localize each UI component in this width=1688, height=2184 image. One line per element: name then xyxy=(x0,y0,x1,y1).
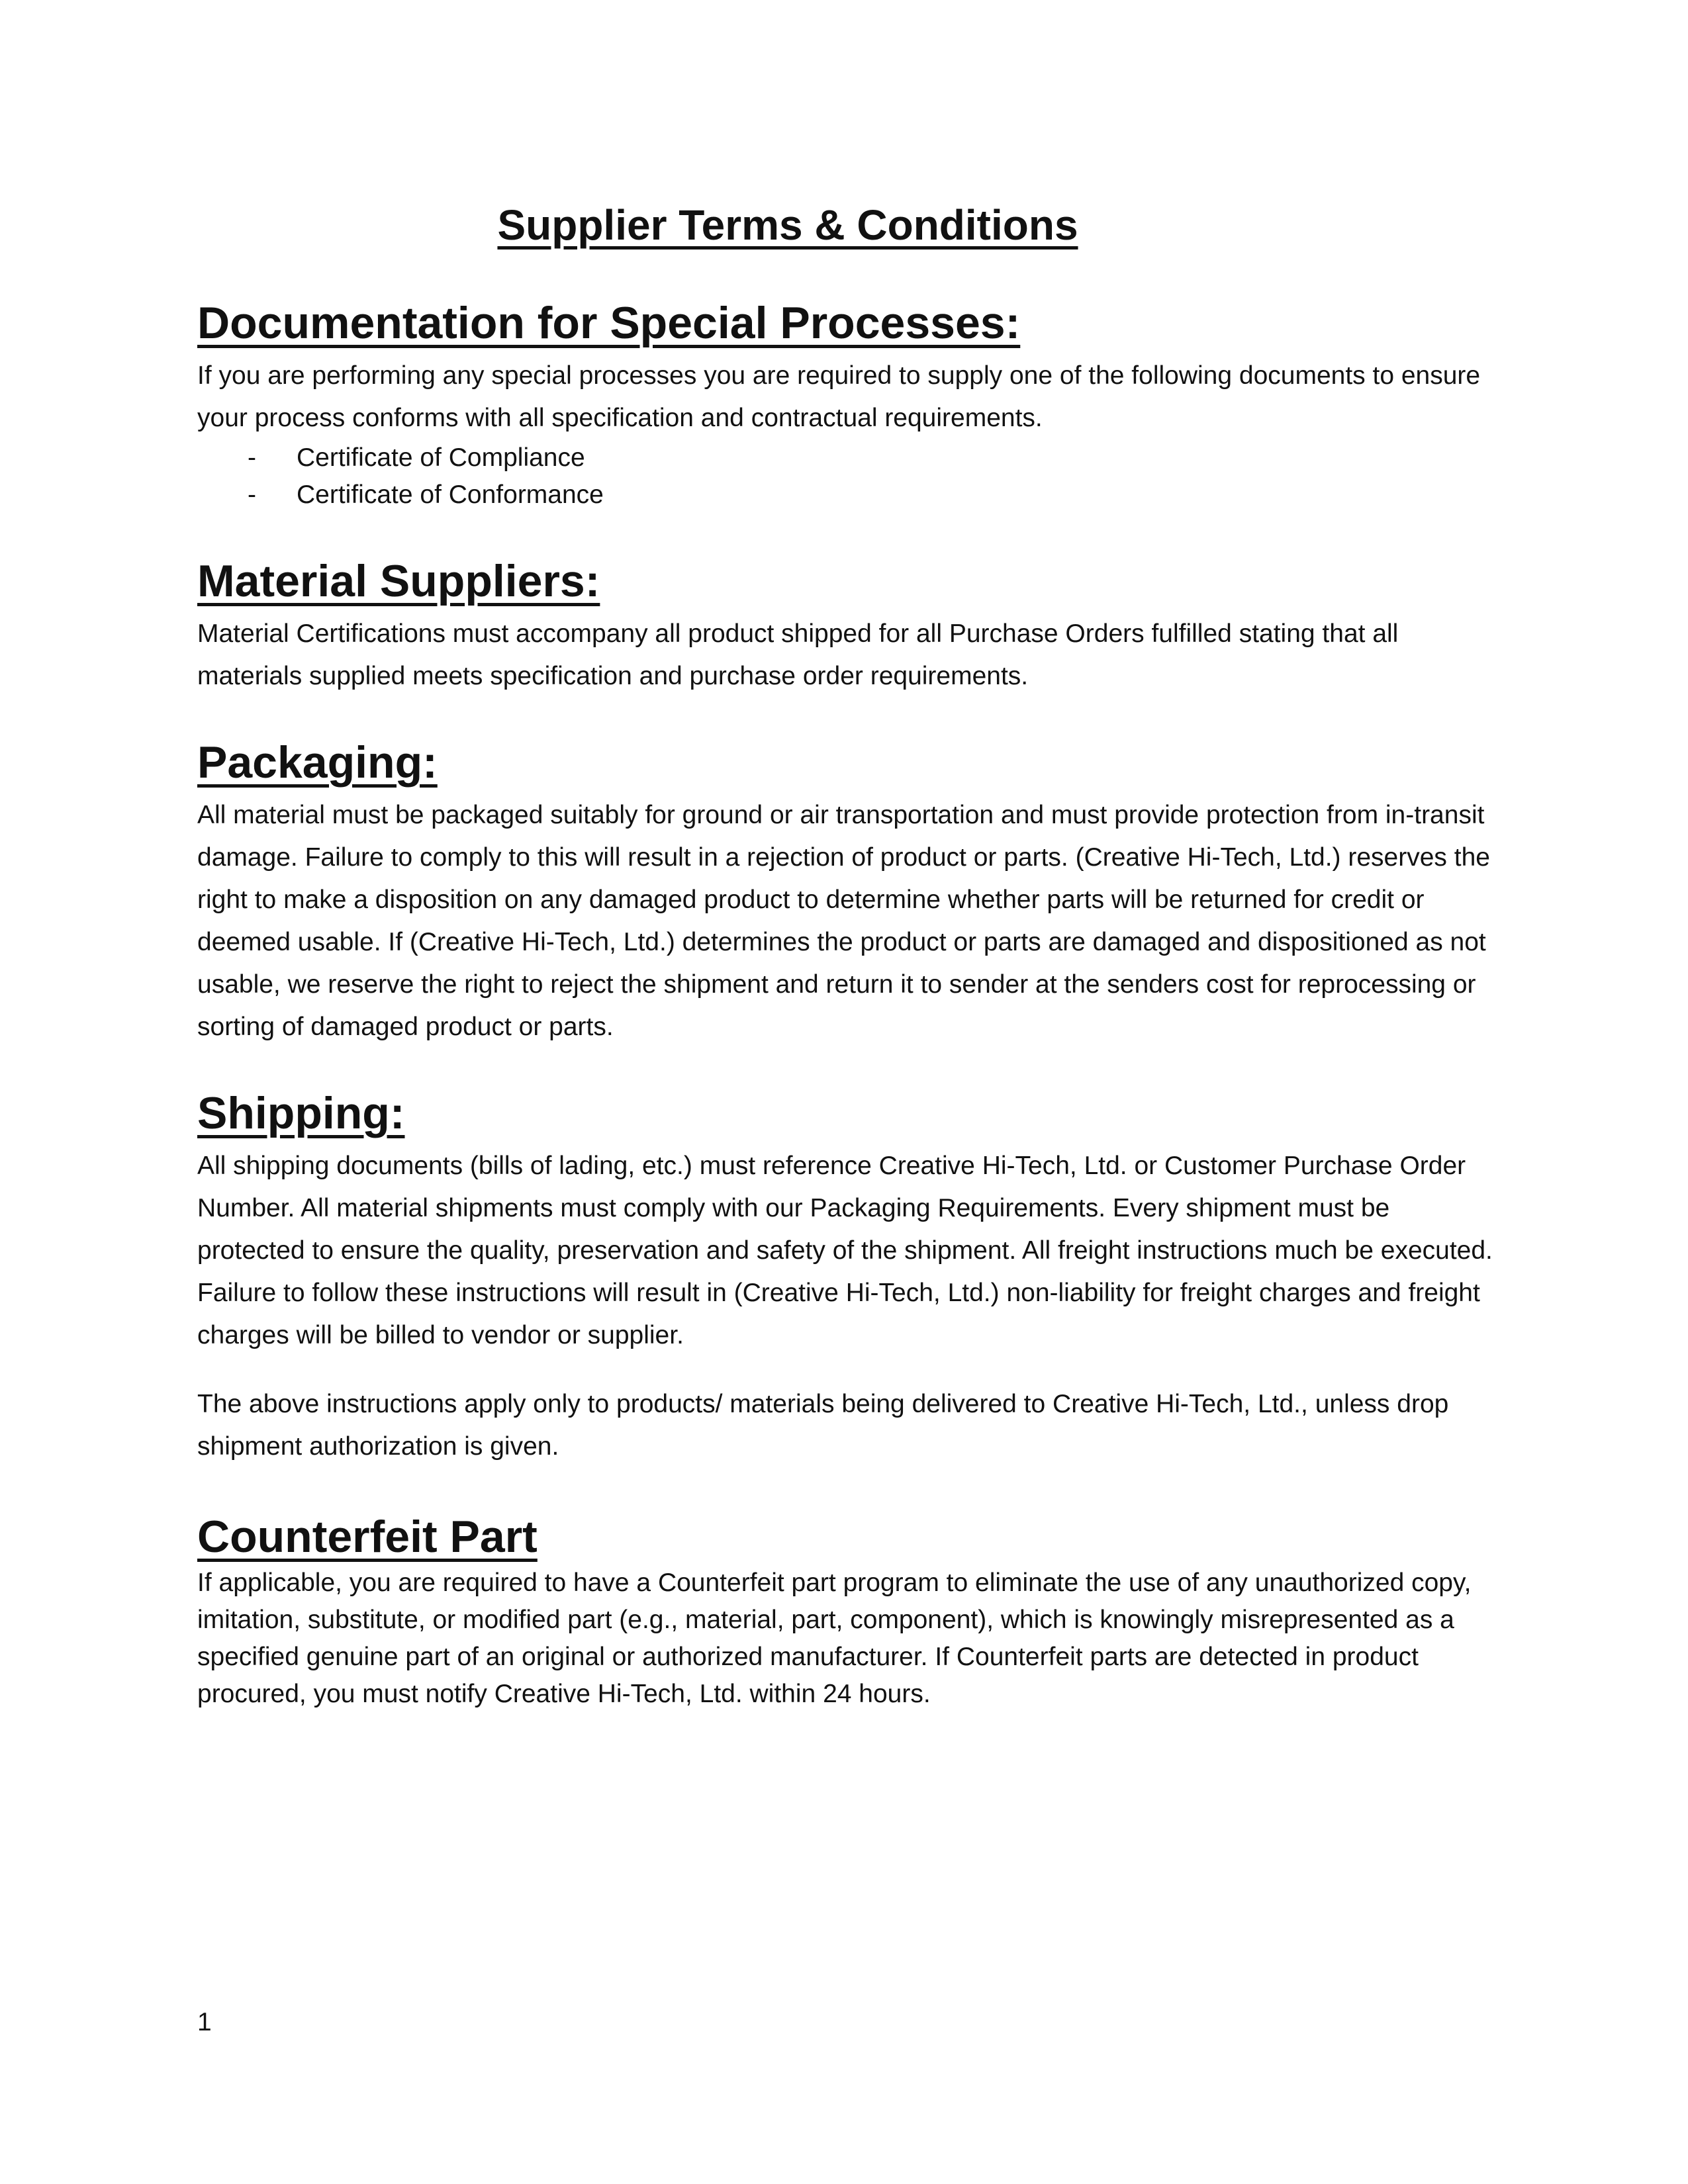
section-text: All material must be packaged suitably for ground or air transportation and must provide protection from in-transit damage. Failure to comply to this will result in a rejection of product or parts. (Creative Hi-Tech, Ltd.) reserves the right to make a disposition on any damaged product to determine whether parts will be returned for credit or deemed usable. If (Creative Hi-Tech, Ltd.) determines the product or parts are damaged and dispositioned as not usable, we reserve the right to reject the shipment and return it to sender at the senders cost for reprocessing or sorting of damaged product or parts. xyxy=(197,801,1490,1041)
list-item xyxy=(197,477,1495,514)
section-packaging xyxy=(197,736,1495,1048)
section-counterfeit-part xyxy=(197,1510,1495,1713)
dash-bullet-icon: - xyxy=(248,480,256,509)
section-heading: Documentation for Special Processes: xyxy=(197,298,1021,348)
section-text: Material Certifications must accompany all product shipped for all Purchase Orders fulfilled stating that all materials supplied meets specification and purchase order requirements. xyxy=(197,619,1399,690)
list-item-text: Certificate of Conformance xyxy=(297,480,604,509)
section-heading: Shipping: xyxy=(197,1088,405,1138)
section-material-suppliers xyxy=(197,555,1495,698)
section-text: All shipping documents (bills of lading, etc.) must reference Creative Hi-Tech, Ltd. or Customer Purchase Order Number. All material shipments must comply with our Packaging Requirements. Every shipment must be protected to ensure the quality, preservation and safety of the shipment. All freight instructions much be executed. Failure to follow these instructions will result in (Creative Hi-Tech, Ltd.) non-liability for freight charges and freight charges will be billed to vendor or supplier. xyxy=(197,1152,1493,1349)
section-special-processes xyxy=(197,296,1495,514)
section-note: The above instructions apply only to products/ materials being delivered to Creative Hi-Tech, Ltd., unless drop shipment authorization is given. xyxy=(197,1390,1449,1461)
section-text: If you are performing any special processes you are required to supply one of the following documents to ensure your process conforms with all specification and contractual requirements. xyxy=(197,361,1481,432)
section-shipping xyxy=(197,1087,1495,1468)
dash-bullet-icon: - xyxy=(248,443,256,472)
section-heading: Counterfeit Part xyxy=(197,1512,538,1562)
section-text: If applicable, you are required to have a Counterfeit part program to eliminate the use of any unauthorized copy, imitation, substitute, or modified part (e.g., material, part, component), which is knowingly misrepresented as a specified genuine part of an original or authorized manufacturer. If Counterfeit parts are detected in product procured, you must notify Creative Hi-Tech, Ltd. within 24 hours. xyxy=(197,1569,1472,1708)
page-number: 1 xyxy=(197,2008,212,2036)
section-heading: Packaging: xyxy=(197,737,438,788)
list-item xyxy=(197,439,1495,477)
document-title: Supplier Terms & Conditions xyxy=(497,201,1078,249)
section-heading: Material Suppliers: xyxy=(197,556,600,606)
document-list xyxy=(197,439,1495,514)
list-item-text: Certificate of Compliance xyxy=(297,443,585,472)
